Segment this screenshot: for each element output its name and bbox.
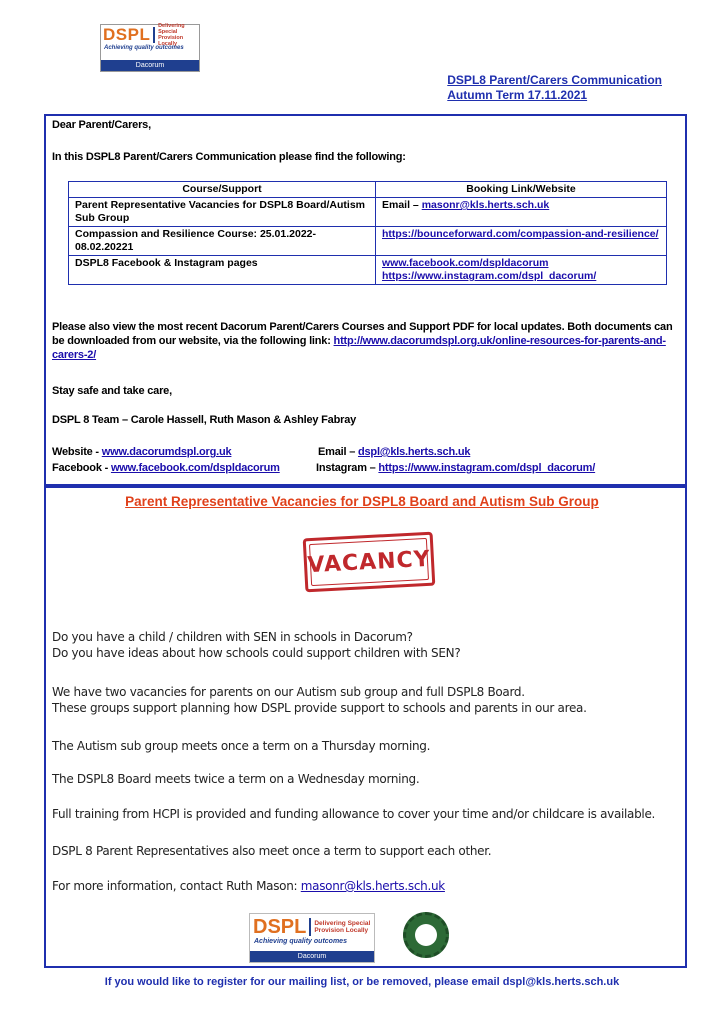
autism-meeting: The Autism sub group meets once a term on a Thursday morning. bbox=[52, 739, 431, 753]
instagram-line bbox=[316, 461, 595, 475]
email-label: Email – bbox=[318, 446, 358, 458]
course-cell: Compassion and Resilience Course: 25.01.2022-08.02.20221 bbox=[69, 227, 376, 256]
link-cell bbox=[376, 198, 667, 227]
logo-line1: Delivering Special bbox=[158, 22, 185, 35]
partner-seal-icon bbox=[403, 912, 449, 958]
stamp-text: VACANCY bbox=[306, 546, 432, 578]
contact-line bbox=[52, 878, 445, 894]
website-line bbox=[52, 445, 231, 459]
board-meeting: The DSPL8 Board meets twice a term on a Wednesday morning. bbox=[52, 772, 420, 786]
training-paragraph: Full training from HCPI is provided and funding allowance to cover your time and/or childcare is available. bbox=[52, 807, 656, 821]
facebook-line bbox=[52, 461, 280, 475]
vacancy-stamp bbox=[303, 532, 436, 593]
intro-box bbox=[44, 114, 687, 486]
services-table bbox=[68, 181, 667, 285]
instagram-label: Instagram – bbox=[316, 462, 379, 474]
title-line-1: DSPL8 Parent/Carers Communication bbox=[447, 73, 662, 87]
course-cell: Parent Representative Vacancies for DSPL8 Board/Autism Sub Group bbox=[69, 198, 376, 227]
table-row bbox=[69, 256, 667, 285]
facebook-link[interactable]: www.facebook.com/dspldacorum bbox=[110, 462, 280, 474]
contact-text: For more information, contact Ruth Mason: bbox=[52, 879, 301, 893]
table-row bbox=[69, 198, 667, 227]
website-link[interactable]: www.dacorumdspl.org.uk bbox=[101, 446, 232, 458]
link-cell bbox=[376, 256, 667, 285]
email-link[interactable]: masonr@kls.herts.sch.uk bbox=[421, 199, 550, 211]
logo-area: Dacorum bbox=[250, 951, 374, 962]
instagram-link[interactable]: https://www.instagram.com/dspl_dacorum/ bbox=[378, 462, 596, 474]
table-header-row bbox=[69, 182, 667, 198]
logo-line2: Provision Locally bbox=[314, 927, 369, 934]
resources-paragraph bbox=[52, 320, 684, 362]
team-line: DSPL 8 Team – Carole Hassell, Ruth Mason & Ashley Fabray bbox=[52, 414, 357, 426]
logo-tagline: Achieving quality outcomes bbox=[104, 45, 184, 51]
vacancy-heading: Parent Representative Vacancies for DSPL8 Board and Autism Sub Group bbox=[125, 494, 599, 509]
representatives-paragraph: DSPL 8 Parent Representatives also meet once a term to support each other. bbox=[52, 844, 492, 858]
course-cell: DSPL8 Facebook & Instagram pages bbox=[69, 256, 376, 285]
intro-lead: In this DSPL8 Parent/Carers Communication please find the following: bbox=[52, 151, 406, 163]
table-row bbox=[69, 227, 667, 256]
question-2: Do you have ideas about how schools could support children with SEN? bbox=[52, 646, 461, 660]
greeting: Dear Parent/Carers, bbox=[52, 119, 151, 131]
logo-mark: DSPL bbox=[253, 915, 307, 938]
logo-line2: Provision Locally bbox=[158, 34, 184, 47]
link-cell bbox=[376, 227, 667, 256]
dspl-logo bbox=[100, 24, 200, 72]
facebook-link[interactable]: www.facebook.com/dspldacorum bbox=[382, 257, 549, 269]
resources-link[interactable]: http://www.dacorumdspl.org.uk/online-resources-for-parents-and-carers-2/ bbox=[52, 335, 666, 361]
signoff: Stay safe and take care, bbox=[52, 385, 172, 397]
col-header-link: Booking Link/Website bbox=[376, 182, 667, 198]
question-1: Do you have a child / children with SEN in schools in Dacorum? bbox=[52, 630, 413, 644]
bounceforward-link[interactable]: https://bounceforward.com/compassion-and-resilience/ bbox=[382, 228, 659, 240]
dspl-logo-bottom bbox=[249, 913, 375, 963]
link-prefix: Email – bbox=[382, 199, 422, 211]
vacancies-paragraph: We have two vacancies for parents on our Autism sub group and full DSPL8 Board. bbox=[52, 685, 525, 699]
instagram-link[interactable]: https://www.instagram.com/dspl_dacorum/ bbox=[382, 270, 597, 282]
col-header-course: Course/Support bbox=[69, 182, 376, 198]
title-line-2: Autumn Term 17.11.2021 bbox=[447, 88, 588, 102]
logo-mark: DSPL bbox=[103, 24, 151, 44]
logo-tagline: Achieving quality outcomes bbox=[254, 938, 347, 945]
document-title bbox=[447, 73, 662, 103]
mailing-list-footer: If you would like to register for our mailing list, or be removed, please email dspl@kls.herts.sch.uk bbox=[104, 976, 620, 988]
facebook-label: Facebook - bbox=[52, 462, 111, 474]
resources-text: Please also view the most recent Dacorum Parent/Carers Courses and Support PDF for local updates. Both documents can be downloaded from our website, via the following link: bbox=[52, 321, 673, 347]
logo-area: Dacorum bbox=[101, 60, 199, 71]
website-label: Website - bbox=[52, 446, 102, 458]
email-link[interactable]: dspl@kls.herts.sch.uk bbox=[357, 446, 471, 458]
groups-paragraph: These groups support planning how DSPL provide support to schools and parents in our area. bbox=[52, 701, 587, 715]
email-line bbox=[318, 445, 470, 459]
logo-line1: Delivering Special bbox=[314, 920, 371, 927]
contact-email-link[interactable]: masonr@kls.herts.sch.uk bbox=[300, 879, 445, 893]
